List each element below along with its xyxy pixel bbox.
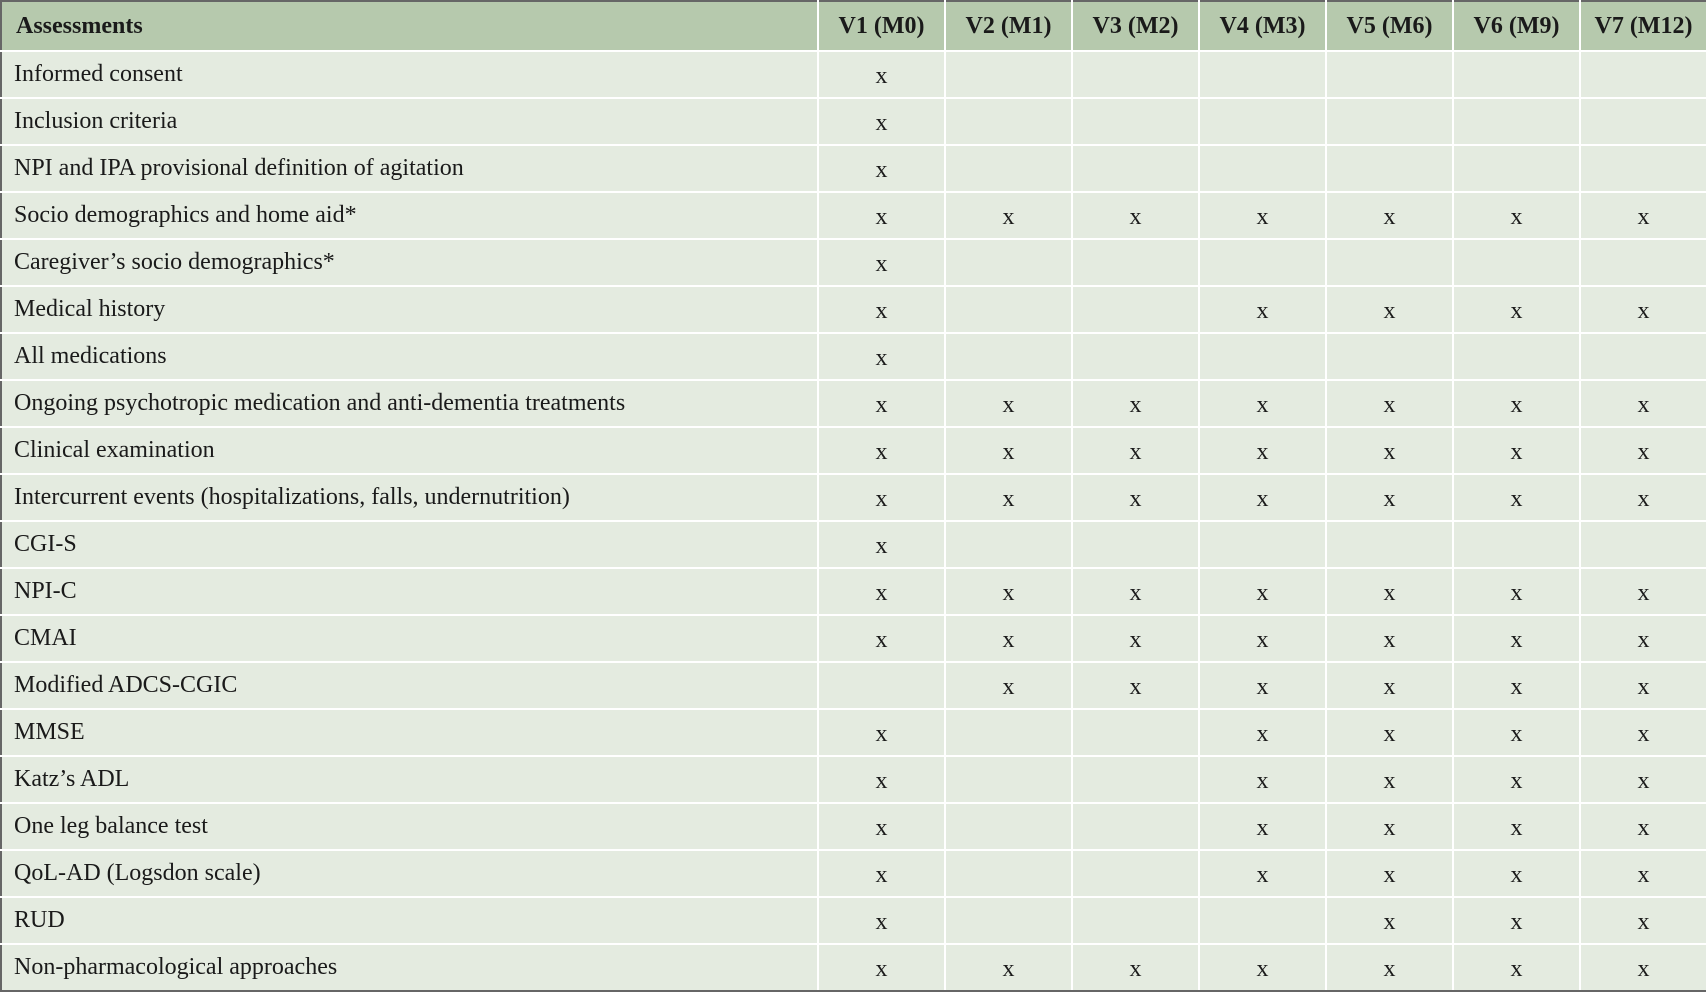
check-mark: x	[1637, 674, 1650, 700]
visit-cell	[1072, 474, 1199, 521]
visit-cell	[1580, 709, 1706, 756]
check-mark: x	[1256, 674, 1269, 700]
assessment-label: One leg balance test	[1, 803, 818, 850]
visit-cell	[1453, 333, 1580, 380]
check-mark: x	[875, 815, 888, 841]
check-mark: x	[1256, 204, 1269, 230]
header-visit: V7 (M12)	[1580, 1, 1706, 51]
header-visit: V5 (M6)	[1326, 1, 1453, 51]
visit-cell	[945, 192, 1072, 239]
check-mark: x	[1002, 392, 1015, 418]
table-row	[1, 521, 1706, 568]
check-mark: x	[875, 157, 888, 183]
visit-cell	[818, 709, 945, 756]
check-mark: x	[875, 768, 888, 794]
visit-cell	[945, 897, 1072, 944]
visit-cell	[818, 803, 945, 850]
visit-cell	[1199, 98, 1326, 145]
check-mark: x	[875, 580, 888, 606]
check-mark: x	[875, 298, 888, 324]
check-mark: x	[1510, 909, 1523, 935]
visit-cell	[1453, 239, 1580, 286]
check-mark: x	[1256, 721, 1269, 747]
assessment-label: Modified ADCS-CGIC	[1, 662, 818, 709]
visit-cell	[945, 51, 1072, 98]
visit-cell	[818, 474, 945, 521]
assessment-label: Intercurrent events (hospitalizations, falls, undernutrition)	[1, 474, 818, 521]
header-visit: V6 (M9)	[1453, 1, 1580, 51]
visit-cell	[1326, 897, 1453, 944]
visit-cell	[1453, 192, 1580, 239]
check-mark: x	[1256, 815, 1269, 841]
visit-cell	[1580, 568, 1706, 615]
visit-cell	[818, 662, 945, 709]
visit-cell	[1072, 380, 1199, 427]
visit-cell	[1326, 803, 1453, 850]
check-mark: x	[1129, 204, 1142, 230]
visit-cell	[1199, 568, 1326, 615]
header-visit: V1 (M0)	[818, 1, 945, 51]
visit-cell	[1199, 51, 1326, 98]
visit-cell	[818, 333, 945, 380]
check-mark: x	[1383, 439, 1396, 465]
check-mark: x	[1383, 721, 1396, 747]
check-mark: x	[1129, 439, 1142, 465]
visit-cell	[1453, 145, 1580, 192]
check-mark: x	[875, 909, 888, 935]
visit-cell	[1453, 568, 1580, 615]
visit-cell	[1453, 850, 1580, 897]
visit-cell	[1199, 380, 1326, 427]
check-mark: x	[1510, 298, 1523, 324]
check-mark: x	[1637, 580, 1650, 606]
check-mark: x	[1002, 674, 1015, 700]
check-mark: x	[1510, 815, 1523, 841]
check-mark: x	[1510, 486, 1523, 512]
check-mark: x	[875, 862, 888, 888]
visit-cell	[1580, 239, 1706, 286]
visit-cell	[818, 145, 945, 192]
visit-cell	[1453, 615, 1580, 662]
visit-cell	[1072, 427, 1199, 474]
check-mark: x	[1256, 439, 1269, 465]
visit-cell	[818, 51, 945, 98]
visit-cell	[1453, 51, 1580, 98]
check-mark: x	[1383, 392, 1396, 418]
check-mark: x	[1383, 486, 1396, 512]
visit-cell	[1453, 803, 1580, 850]
check-mark: x	[1510, 721, 1523, 747]
check-mark: x	[875, 721, 888, 747]
visit-cell	[1580, 662, 1706, 709]
visit-cell	[1453, 944, 1580, 991]
check-mark: x	[1510, 627, 1523, 653]
visit-cell	[1326, 380, 1453, 427]
visit-cell	[1072, 239, 1199, 286]
visit-cell	[1580, 944, 1706, 991]
check-mark: x	[1510, 674, 1523, 700]
assessment-label: Caregiver’s socio demographics*	[1, 239, 818, 286]
visit-cell	[1580, 286, 1706, 333]
check-mark: x	[1383, 674, 1396, 700]
visit-cell	[1072, 897, 1199, 944]
visit-cell	[1326, 474, 1453, 521]
visit-cell	[1199, 474, 1326, 521]
visit-cell	[1199, 427, 1326, 474]
check-mark: x	[1637, 486, 1650, 512]
visit-cell	[1199, 662, 1326, 709]
check-mark: x	[1256, 392, 1269, 418]
visit-cell	[1580, 333, 1706, 380]
table-row	[1, 709, 1706, 756]
assessment-label: NPI-C	[1, 568, 818, 615]
table-row	[1, 756, 1706, 803]
assessment-label: QoL-AD (Logsdon scale)	[1, 850, 818, 897]
visit-cell	[945, 568, 1072, 615]
visit-cell	[818, 568, 945, 615]
visit-cell	[818, 756, 945, 803]
check-mark: x	[1637, 439, 1650, 465]
visit-cell	[945, 98, 1072, 145]
check-mark: x	[1129, 392, 1142, 418]
assessment-label: MMSE	[1, 709, 818, 756]
visit-cell	[818, 427, 945, 474]
assessment-label: Socio demographics and home aid*	[1, 192, 818, 239]
visit-cell	[1580, 474, 1706, 521]
check-mark: x	[1256, 627, 1269, 653]
visit-cell	[1580, 98, 1706, 145]
visit-cell	[1580, 51, 1706, 98]
assessment-label: Clinical examination	[1, 427, 818, 474]
assessment-label: CGI-S	[1, 521, 818, 568]
visit-cell	[1199, 286, 1326, 333]
visit-cell	[945, 756, 1072, 803]
visit-cell	[1580, 380, 1706, 427]
check-mark: x	[1510, 956, 1523, 982]
visit-cell	[1453, 662, 1580, 709]
check-mark: x	[875, 204, 888, 230]
table-row	[1, 192, 1706, 239]
visit-cell	[1326, 192, 1453, 239]
check-mark: x	[875, 486, 888, 512]
check-mark: x	[1383, 298, 1396, 324]
visit-cell	[1453, 380, 1580, 427]
check-mark: x	[1637, 204, 1650, 230]
table-row	[1, 380, 1706, 427]
assessment-label: Ongoing psychotropic medication and anti-dementia treatments	[1, 380, 818, 427]
table-row	[1, 897, 1706, 944]
visit-cell	[1580, 615, 1706, 662]
header-assessments: Assessments	[1, 1, 818, 51]
visit-cell	[818, 615, 945, 662]
visit-cell	[1580, 145, 1706, 192]
table-row	[1, 568, 1706, 615]
check-mark: x	[1637, 815, 1650, 841]
visit-cell	[1326, 239, 1453, 286]
check-mark: x	[1129, 674, 1142, 700]
visit-cell	[1072, 333, 1199, 380]
visit-cell	[818, 380, 945, 427]
check-mark: x	[1002, 580, 1015, 606]
assessment-label: NPI and IPA provisional definition of agitation	[1, 145, 818, 192]
visit-cell	[1326, 98, 1453, 145]
table-row	[1, 474, 1706, 521]
table-row	[1, 803, 1706, 850]
assessment-label: Inclusion criteria	[1, 98, 818, 145]
check-mark: x	[875, 392, 888, 418]
check-mark: x	[875, 251, 888, 277]
assessment-label: CMAI	[1, 615, 818, 662]
visit-cell	[1199, 145, 1326, 192]
visit-cell	[1453, 709, 1580, 756]
table-row	[1, 98, 1706, 145]
visit-cell	[1326, 145, 1453, 192]
check-mark: x	[1510, 392, 1523, 418]
visit-cell	[818, 98, 945, 145]
assessment-label: Informed consent	[1, 51, 818, 98]
visit-cell	[818, 897, 945, 944]
check-mark: x	[1002, 956, 1015, 982]
check-mark: x	[1383, 580, 1396, 606]
check-mark: x	[1256, 768, 1269, 794]
visit-cell	[1326, 944, 1453, 991]
check-mark: x	[875, 110, 888, 136]
check-mark: x	[1637, 721, 1650, 747]
check-mark: x	[1637, 392, 1650, 418]
visit-cell	[1072, 521, 1199, 568]
header-visit: V2 (M1)	[945, 1, 1072, 51]
table-row	[1, 662, 1706, 709]
visit-cell	[1326, 662, 1453, 709]
visit-cell	[1199, 521, 1326, 568]
visit-cell	[1326, 850, 1453, 897]
visit-cell	[1072, 192, 1199, 239]
visit-cell	[1199, 897, 1326, 944]
assessment-label: All medications	[1, 333, 818, 380]
visit-cell	[1326, 615, 1453, 662]
visit-cell	[1453, 897, 1580, 944]
check-mark: x	[1256, 486, 1269, 512]
table-header-row	[1, 1, 1706, 51]
visit-cell	[1326, 51, 1453, 98]
table-row	[1, 615, 1706, 662]
visit-cell	[1199, 944, 1326, 991]
assessment-label: Katz’s ADL	[1, 756, 818, 803]
visit-cell	[818, 239, 945, 286]
visit-cell	[1072, 803, 1199, 850]
visit-cell	[1072, 756, 1199, 803]
check-mark: x	[1002, 439, 1015, 465]
visit-cell	[1072, 568, 1199, 615]
check-mark: x	[1383, 204, 1396, 230]
table-body	[1, 51, 1706, 991]
check-mark: x	[1383, 862, 1396, 888]
visit-cell	[1580, 521, 1706, 568]
visit-cell	[1072, 98, 1199, 145]
visit-cell	[1326, 286, 1453, 333]
check-mark: x	[1002, 486, 1015, 512]
check-mark: x	[1510, 439, 1523, 465]
visit-cell	[818, 944, 945, 991]
visit-cell	[1580, 897, 1706, 944]
assessment-label: Non-pharmacological approaches	[1, 944, 818, 991]
visit-cell	[818, 521, 945, 568]
check-mark: x	[875, 63, 888, 89]
visit-cell	[945, 850, 1072, 897]
visit-cell	[1326, 521, 1453, 568]
check-mark: x	[1637, 909, 1650, 935]
visit-cell	[1199, 803, 1326, 850]
check-mark: x	[1256, 956, 1269, 982]
visit-cell	[818, 850, 945, 897]
check-mark: x	[1637, 627, 1650, 653]
table-row	[1, 944, 1706, 991]
check-mark: x	[1256, 862, 1269, 888]
check-mark: x	[1256, 580, 1269, 606]
check-mark: x	[1129, 486, 1142, 512]
visit-cell	[1199, 615, 1326, 662]
check-mark: x	[1383, 909, 1396, 935]
visit-cell	[818, 286, 945, 333]
visit-cell	[1580, 756, 1706, 803]
visit-cell	[945, 709, 1072, 756]
check-mark: x	[1383, 627, 1396, 653]
visit-cell	[1326, 568, 1453, 615]
visit-cell	[1072, 662, 1199, 709]
visit-cell	[945, 239, 1072, 286]
visit-cell	[945, 380, 1072, 427]
visit-cell	[945, 662, 1072, 709]
check-mark: x	[1510, 204, 1523, 230]
header-visit: V3 (M2)	[1072, 1, 1199, 51]
visit-cell	[1326, 427, 1453, 474]
visit-cell	[1453, 98, 1580, 145]
assessment-label: Medical history	[1, 286, 818, 333]
visit-cell	[945, 803, 1072, 850]
check-mark: x	[1510, 580, 1523, 606]
visit-cell	[1580, 803, 1706, 850]
table-row	[1, 51, 1706, 98]
check-mark: x	[1510, 862, 1523, 888]
check-mark: x	[875, 439, 888, 465]
visit-cell	[1072, 850, 1199, 897]
visit-cell	[1580, 192, 1706, 239]
visit-cell	[1199, 239, 1326, 286]
visit-cell	[1199, 756, 1326, 803]
visit-cell	[1072, 286, 1199, 333]
visit-cell	[818, 192, 945, 239]
check-mark: x	[1637, 862, 1650, 888]
check-mark: x	[1129, 580, 1142, 606]
table-row	[1, 333, 1706, 380]
table-row	[1, 427, 1706, 474]
visit-cell	[945, 615, 1072, 662]
visit-cell	[1326, 756, 1453, 803]
visit-cell	[945, 286, 1072, 333]
visit-cell	[1199, 850, 1326, 897]
visit-cell	[1199, 709, 1326, 756]
table-row	[1, 145, 1706, 192]
table-row	[1, 850, 1706, 897]
header-visit: V4 (M3)	[1199, 1, 1326, 51]
visit-cell	[1326, 709, 1453, 756]
visit-cell	[945, 474, 1072, 521]
check-mark: x	[1383, 956, 1396, 982]
visit-cell	[945, 944, 1072, 991]
check-mark: x	[875, 533, 888, 559]
visit-cell	[1072, 615, 1199, 662]
visit-cell	[1072, 944, 1199, 991]
table-row	[1, 239, 1706, 286]
visit-cell	[945, 145, 1072, 192]
check-mark: x	[1637, 768, 1650, 794]
check-mark: x	[1637, 956, 1650, 982]
check-mark: x	[1383, 768, 1396, 794]
visit-cell	[1453, 474, 1580, 521]
visit-cell	[1072, 51, 1199, 98]
visit-cell	[1453, 521, 1580, 568]
check-mark: x	[1129, 956, 1142, 982]
table-row	[1, 286, 1706, 333]
check-mark: x	[1002, 627, 1015, 653]
visit-cell	[1453, 427, 1580, 474]
visit-cell	[1580, 850, 1706, 897]
assessment-label: RUD	[1, 897, 818, 944]
visit-cell	[1580, 427, 1706, 474]
visit-cell	[945, 427, 1072, 474]
check-mark: x	[1637, 298, 1650, 324]
check-mark: x	[1129, 627, 1142, 653]
visit-cell	[1453, 756, 1580, 803]
visit-cell	[1072, 709, 1199, 756]
check-mark: x	[875, 627, 888, 653]
visit-cell	[945, 521, 1072, 568]
check-mark: x	[875, 956, 888, 982]
visit-cell	[1453, 286, 1580, 333]
check-mark: x	[1383, 815, 1396, 841]
visit-cell	[1072, 145, 1199, 192]
check-mark: x	[1256, 298, 1269, 324]
check-mark: x	[875, 345, 888, 371]
visit-cell	[1326, 333, 1453, 380]
check-mark: x	[1002, 204, 1015, 230]
visit-cell	[1199, 333, 1326, 380]
visit-cell	[945, 333, 1072, 380]
check-mark: x	[1510, 768, 1523, 794]
visit-cell	[1199, 192, 1326, 239]
